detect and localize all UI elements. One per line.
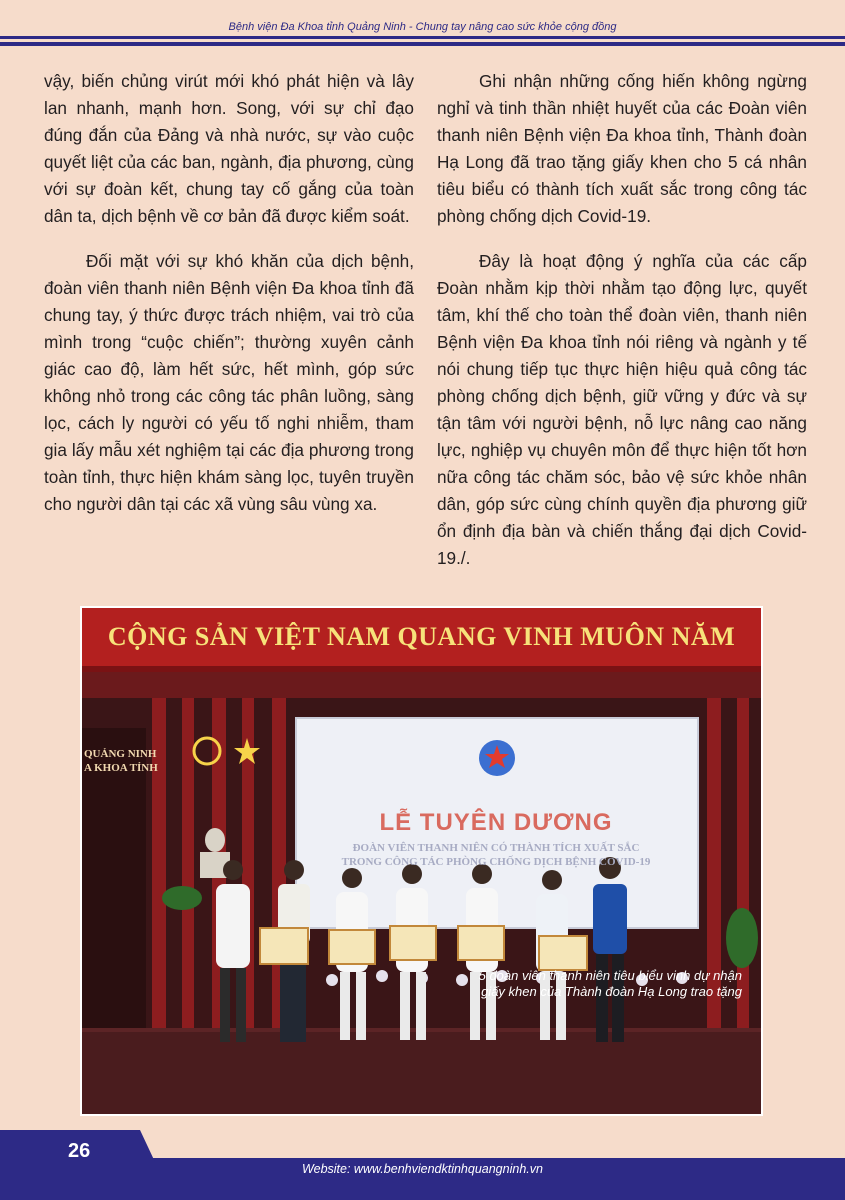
running-header: Bệnh viện Đa Khoa tỉnh Quảng Ninh - Chung tay nâng cao sức khỏe cộng đồng: [228, 21, 617, 33]
caption-line: giấy khen của Thành đoàn Hạ Long trao tặng: [481, 984, 742, 999]
footer-website: Website: www.benhviendktinhquangninh.vn: [302, 1162, 543, 1176]
article-left-column: [44, 68, 414, 536]
photo-sign-line: A KHOA TỈNH: [84, 762, 158, 774]
photo-caption: [422, 968, 742, 1000]
screen-title: LỄ TUYÊN DƯƠNG: [379, 809, 613, 836]
paragraph: vậy, biến chủng virút mới khó phát hiện và lây lan nhanh, mạnh hơn. Song, với sự chỉ đạo đúng đắn của Đảng và nhà nước, sự vào cuộc quyết liệt của các ban, ngành, địa phương, cùng với sự đoàn kết, chung tay cố gắng của toàn dân ta, dịch bệnh về cơ bản đã được kiểm soát.: [44, 71, 414, 226]
photo-banner-slogan: CỘNG SẢN VIỆT NAM QUANG VINH MUÔN NĂM: [107, 622, 736, 651]
screen-subtitle: TRONG CÔNG TÁC PHÒNG CHỐNG DỊCH BỆNH COVID-19: [341, 856, 651, 868]
header-rule-top: [0, 36, 845, 39]
paragraph: Ghi nhận những cống hiến không ngừng nghỉ và tinh thần nhiệt huyết của các Đoàn viên thanh niên Bệnh viện Đa khoa tỉnh, Thành đoàn Hạ Long đã trao tặng giấy khen cho 5 cá nhân tiêu biểu có thành tích xuất sắc trong công tác phòng chống dịch Covid-19.: [437, 71, 807, 226]
caption-line: 5 đoàn viên thanh niên tiêu biểu vinh dự nhận: [478, 968, 742, 983]
header-rule-bottom: [0, 42, 845, 46]
article-right-column: [437, 68, 807, 590]
screen-subtitle: ĐOÀN VIÊN THANH NIÊN CÓ THÀNH TÍCH XUẤT SẮC: [352, 842, 640, 854]
paragraph: Đây là hoạt động ý nghĩa của các cấp Đoàn nhằm kịp thời nhằm tạo động lực, quyết tâm, khí thế cho toàn thể đoàn viên, thanh niên Bệnh viện Đa khoa tỉnh nói riêng và ngành y tế nói chung tiếp tục thực hiện hiệu quả công tác phòng chống dịch bệnh, giữ vững y đức và sự tận tâm với người bệnh, nỗ lực nâng cao năng lực, nghiệp vụ chuyên môn để thực hiện tốt hơn nữa công tác chăm sóc, bảo vệ sức khỏe nhân dân, góp sức cùng chính quyền địa phương giữ ổn định địa bàn và chiến thắng đại dịch Covid-19./.: [437, 251, 807, 568]
page-number: 26: [68, 1140, 91, 1162]
paragraph: Đối mặt với sự khó khăn của dịch bệnh, đoàn viên thanh niên Bệnh viện Đa khoa tỉnh đã chung tay, ý thức được trách nhiệm, vai trò của mình trong “cuộc chiến”; thường xuyên cảnh giác cao độ, làm hết sức, hết mình, góp sức không nhỏ trong các công tác phân luồng, sàng lọc, cách ly người có yếu tố nghi nhiễm, tham gia lấy mẫu xét nghiệm tại các địa phương trong toàn tỉnh, thực hiện khám sàng lọc, tuyên truyền cho người dân tại các xã vùng sâu vùng xa.: [44, 251, 414, 514]
award-ceremony-photo: [80, 606, 763, 1116]
photo-sign-line: QUẢNG NINH: [84, 748, 157, 760]
